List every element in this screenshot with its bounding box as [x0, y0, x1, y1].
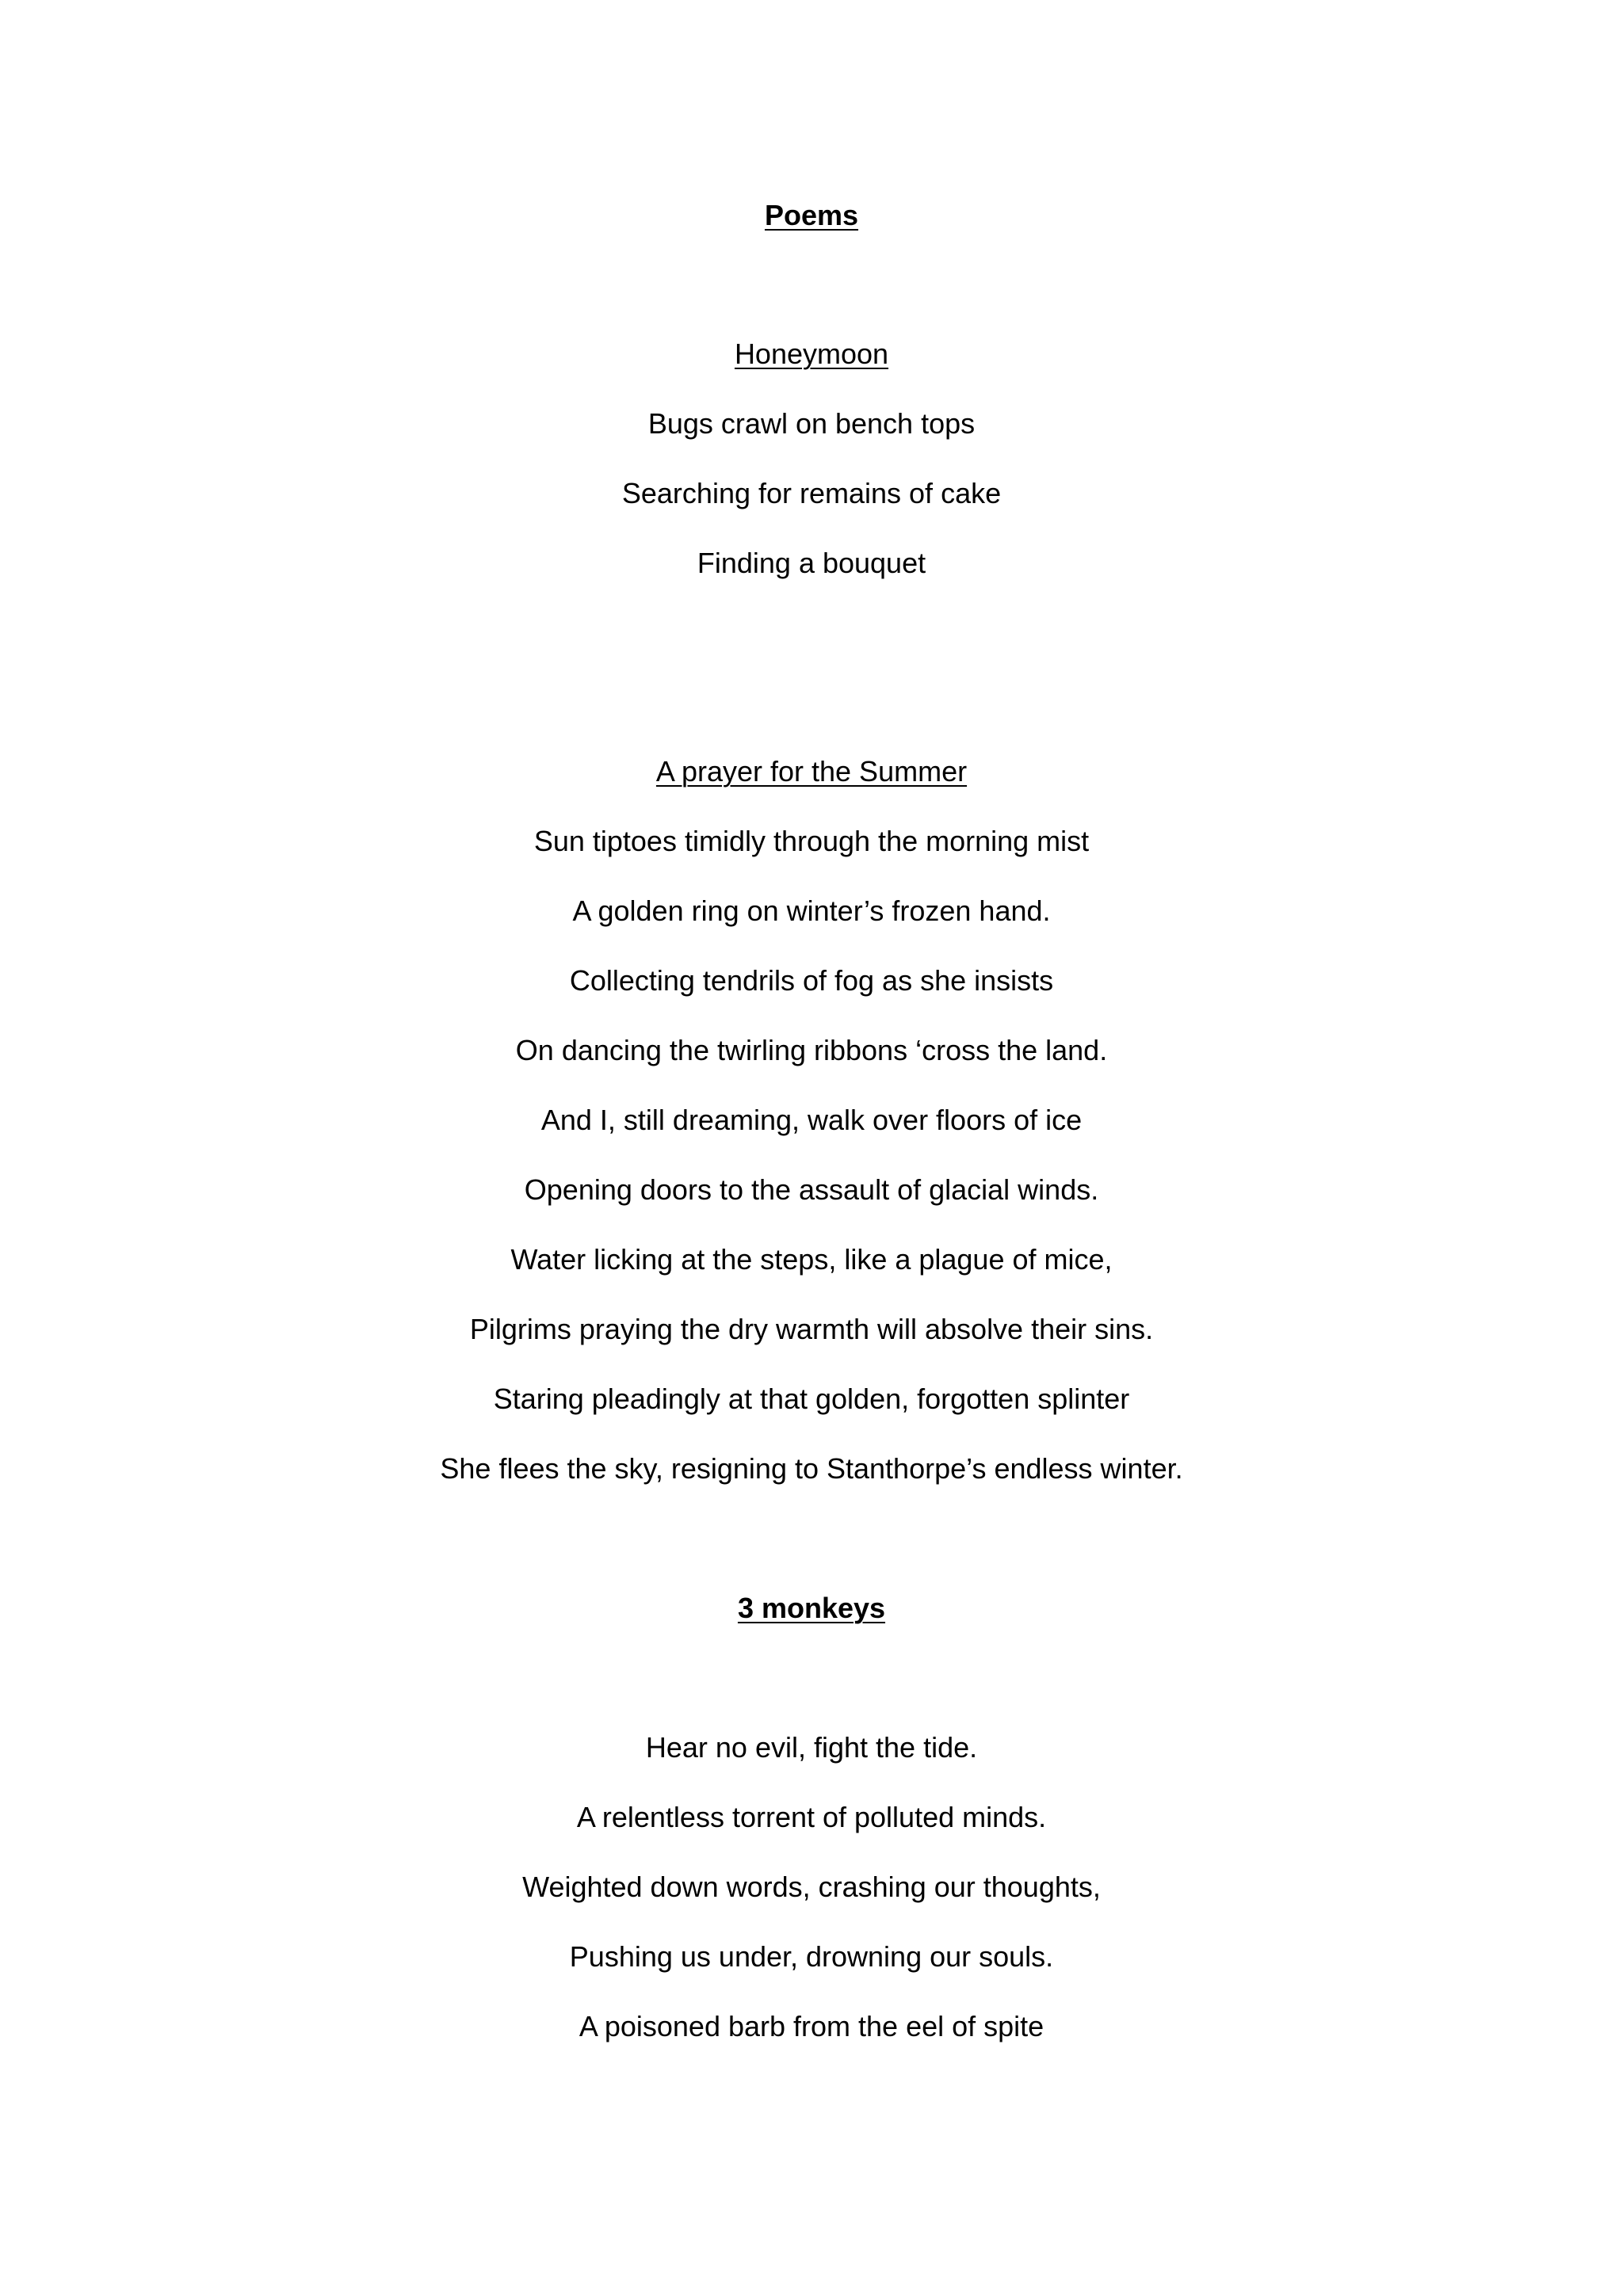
- poem-line: Finding a bouquet: [697, 547, 926, 579]
- poem-line: She flees the sky, resigning to Stanthorpe’s endless winter.: [440, 1452, 1183, 1485]
- poem-line: Bugs crawl on bench tops: [647, 407, 976, 440]
- poem-title-prayer-for-summer: A prayer for the Summer: [655, 755, 968, 788]
- poem-line: Pushing us under, drowning our souls.: [569, 1940, 1054, 1973]
- poem-title-3-monkeys: 3 monkeys: [737, 1592, 886, 1624]
- poem-line: A golden ring on winter’s frozen hand.: [572, 894, 1051, 927]
- poem-line: Searching for remains of cake: [621, 477, 1002, 509]
- poem-line: Collecting tendrils of fog as she insists: [569, 964, 1054, 997]
- poem-line: Pilgrims praying the dry warmth will absolve their sins.: [469, 1313, 1154, 1345]
- poem-line: Weighted down words, crashing our thoughts,: [522, 1871, 1101, 1903]
- poem-title-honeymoon: Honeymoon: [734, 338, 889, 370]
- poem-line: Water licking at the steps, like a plague of mice,: [510, 1243, 1113, 1276]
- poem-line: Hear no evil, fight the tide.: [645, 1731, 978, 1764]
- poem-line: Sun tiptoes timidly through the morning mist: [533, 825, 1090, 857]
- poem-line: And I, still dreaming, walk over floors of ice: [540, 1104, 1083, 1136]
- poem-line: Opening doors to the assault of glacial winds.: [524, 1173, 1099, 1206]
- poem-line: Staring pleadingly at that golden, forgotten splinter: [493, 1383, 1130, 1415]
- page-title: Poems: [764, 199, 859, 231]
- poem-line: On dancing the twirling ribbons ‘cross the land.: [515, 1034, 1108, 1066]
- poem-line: A poisoned barb from the eel of spite: [579, 2010, 1044, 2042]
- poem-line: A relentless torrent of polluted minds.: [576, 1801, 1047, 1833]
